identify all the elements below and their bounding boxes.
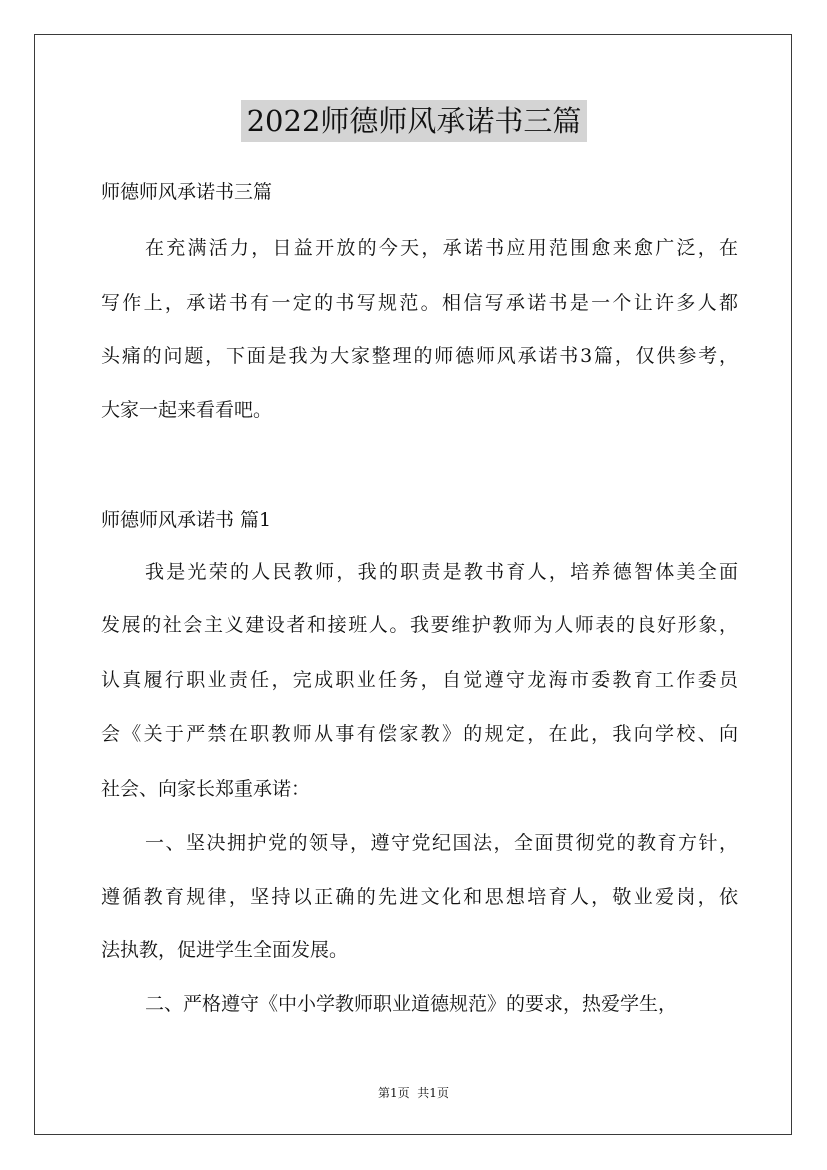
page-number-footer: 第1页 共1页 [378, 1086, 449, 1100]
section-line: 会《关于严禁在职教师从事有偿家教》的规定，在此，我向学校、向 [101, 723, 738, 745]
document-subtitle: 师德师风承诺书三篇 [101, 181, 273, 203]
intro-line: 大家一起来看看吧。 [101, 399, 273, 421]
item-line: 二、严格遵守《中小学教师职业道德规范》的要求，热爱学生， [145, 993, 678, 1015]
section-line: 认真履行职业责任，完成职业任务，自觉遵守龙海市委教育工作委员 [101, 669, 738, 691]
section-line: 我是光荣的人民教师，我的职责是教书育人，培养德智体美全面 [145, 561, 738, 583]
section-line: 社会、向家长郑重承诺： [101, 778, 311, 800]
intro-line: 头痛的问题，下面是我为大家整理的师德师风承诺书3篇，仅供参考， [101, 345, 738, 367]
intro-line: 写作上，承诺书有一定的书写规范。相信写承诺书是一个让许多人都 [101, 292, 738, 314]
document-title: 2022师德师风承诺书三篇 [241, 100, 587, 142]
intro-line: 在充满活力，日益开放的今天，承诺书应用范围愈来愈广泛，在 [145, 237, 738, 259]
section-line: 发展的社会主义建设者和接班人。我要维护教师为人师表的良好形象， [101, 614, 738, 636]
item-line: 一、坚决拥护党的领导，遵守党纪国法，全面贯彻党的教育方针， [145, 832, 738, 854]
item-line: 法执教，促进学生全面发展。 [101, 939, 349, 961]
section-heading: 师德师风承诺书 篇1 [101, 509, 272, 531]
item-line: 遵循教育规律，坚持以正确的先进文化和思想培育人，敬业爱岗，依 [101, 886, 738, 908]
